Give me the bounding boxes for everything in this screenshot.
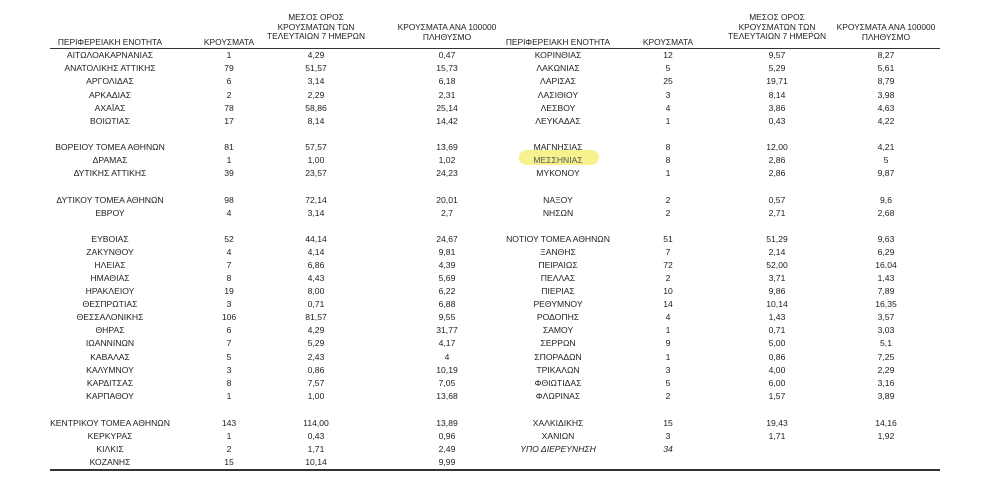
left-cell-avg: 7,57 <box>307 378 325 388</box>
left-cell-per100k: 9,81 <box>438 247 456 257</box>
right-cell-per100k: 7,89 <box>877 286 895 296</box>
right-header-per100k <box>837 23 936 42</box>
left-cell-per100k: 13,69 <box>436 142 458 152</box>
right-cell-region: ΛΑΚΩΝΙΑΣ <box>536 63 580 73</box>
right-cell-avg: 4,00 <box>768 365 786 375</box>
right-cell-avg: 1,43 <box>768 312 786 322</box>
right-cell-per100k: 7,25 <box>877 352 895 362</box>
left-cell-cases: 8 <box>226 273 232 283</box>
right-cell-per100k: 8,27 <box>877 50 895 60</box>
left-cell-avg: 4,29 <box>307 325 325 335</box>
left-header-per100k <box>398 23 497 42</box>
bottom-rule <box>50 469 940 471</box>
left-cell-region: ΔΥΤΙΚΟΥ ΤΟΜΕΑ ΑΘΗΝΩΝ <box>56 195 164 205</box>
left-cell-region: ΚΑΒΑΛΑΣ <box>90 352 130 362</box>
right-cell-per100k: 6,29 <box>877 247 895 257</box>
right-cell-cases: 2 <box>665 391 671 401</box>
right-cell-region: ΥΠΟ ΔΙΕΡΕΥΝΗΣΗ <box>520 444 596 454</box>
right-cell-avg: 2,14 <box>768 247 786 257</box>
right-header-avg-line1: ΜΕΣΟΣ ΟΡΟΣ <box>749 12 805 22</box>
left-cell-region: ΘΕΣΠΡΩΤΙΑΣ <box>82 299 138 309</box>
left-cell-cases: 1 <box>226 155 232 165</box>
left-cell-region: ΑΙΤΩΛΟΑΚΑΡΝΑΝΙΑΣ <box>66 50 154 60</box>
right-cell-region: ΣΕΡΡΩΝ <box>540 338 576 348</box>
right-cell-per100k: 2,68 <box>877 208 895 218</box>
right-cell-cases: 15 <box>663 418 673 428</box>
right-cell-cases: 2 <box>665 195 671 205</box>
left-cell-cases: 79 <box>224 63 234 73</box>
right-cell-avg: 5,29 <box>768 63 786 73</box>
right-cell-region: ΝΟΤΙΟΥ ΤΟΜΕΑ ΑΘΗΝΩΝ <box>506 234 610 244</box>
left-cell-per100k: 0,47 <box>438 50 456 60</box>
right-cell-region: ΛΕΣΒΟΥ <box>540 103 576 113</box>
right-cell-avg: 9,57 <box>768 50 786 60</box>
left-cell-per100k: 6,88 <box>438 299 456 309</box>
right-cell-region: ΤΡΙΚΑΛΩΝ <box>536 365 580 375</box>
left-cell-cases: 39 <box>224 168 234 178</box>
left-cell-cases: 7 <box>226 338 232 348</box>
right-cell-cases: 7 <box>665 247 671 257</box>
right-cell-avg: 0,86 <box>768 352 786 362</box>
right-cell-cases: 4 <box>665 312 671 322</box>
left-cell-avg: 0,71 <box>307 299 325 309</box>
left-cell-region: ΚΟΖΑΝΗΣ <box>89 457 131 467</box>
left-cell-avg: 2,29 <box>307 90 325 100</box>
right-cell-per100k: 3,57 <box>877 312 895 322</box>
left-cell-avg: 4,29 <box>307 50 325 60</box>
left-cell-avg: 72,14 <box>305 195 327 205</box>
right-cell-cases: 25 <box>663 76 673 86</box>
right-cell-region: ΚΟΡΙΝΘΙΑΣ <box>534 50 582 60</box>
right-cell-avg: 2,86 <box>768 168 786 178</box>
left-cell-region: ΘΕΣΣΑΛΟΝΙΚΗΣ <box>76 312 144 322</box>
right-cell-avg: 6,00 <box>768 378 786 388</box>
left-cell-region: ΚΑΡΔΙΤΣΑΣ <box>86 378 134 388</box>
left-cell-per100k: 13,89 <box>436 418 458 428</box>
left-cell-region: ΔΡΑΜΑΣ <box>92 155 128 165</box>
right-cell-cases: 3 <box>665 431 671 441</box>
right-cell-per100k: 4,21 <box>877 142 895 152</box>
right-cell-cases: 4 <box>665 103 671 113</box>
left-cell-avg: 57,57 <box>305 142 327 152</box>
left-cell-region: ΘΗΡΑΣ <box>95 325 125 335</box>
right-cell-avg: 9,86 <box>768 286 786 296</box>
right-cell-per100k: 4,63 <box>877 103 895 113</box>
right-cell-region: ΛΕΥΚΑΔΑΣ <box>535 116 581 126</box>
left-cell-cases: 15 <box>224 457 234 467</box>
right-cell-region: ΦΛΩΡΙΝΑΣ <box>535 391 581 401</box>
right-cell-region: ΣΠΟΡΑΔΩΝ <box>534 352 582 362</box>
right-cell-avg: 51,29 <box>766 234 788 244</box>
right-cell-cases: 3 <box>665 90 671 100</box>
right-cell-avg: 3,71 <box>768 273 786 283</box>
right-cell-cases: 1 <box>665 168 671 178</box>
left-cell-region: ΚΑΡΠΑΘΟΥ <box>86 391 134 401</box>
left-cell-per100k: 2,7 <box>441 208 453 218</box>
left-cell-region: ΑΡΚΑΔΙΑΣ <box>88 90 132 100</box>
left-cell-per100k: 15,73 <box>436 63 458 73</box>
right-cell-avg: 1,71 <box>768 431 786 441</box>
left-header-avg-line2: ΚΡΟΥΣΜΑΤΩΝ ΤΩΝ <box>277 21 355 32</box>
right-cell-avg: 52,00 <box>766 260 788 270</box>
left-cell-region: ΚΕΝΤΡΙΚΟΥ ΤΟΜΕΑ ΑΘΗΝΩΝ <box>50 418 170 428</box>
right-cell-avg: 10,14 <box>766 299 788 309</box>
right-cell-avg: 2,86 <box>768 155 786 165</box>
left-cell-region: ΚΙΛΚΙΣ <box>96 444 124 454</box>
right-cell-cases: 1 <box>665 352 671 362</box>
left-header-per100k-line1: ΚΡΟΥΣΜΑΤΑ ΑΝΑ 100000 <box>397 22 497 32</box>
left-cell-per100k: 4,17 <box>438 338 456 348</box>
left-cell-per100k: 24,67 <box>436 234 458 244</box>
left-cell-avg: 0,43 <box>307 431 325 441</box>
right-cell-per100k: 16,35 <box>875 299 897 309</box>
left-cell-per100k: 10,19 <box>436 365 458 375</box>
right-cell-region: ΡΕΘΥΜΝΟΥ <box>533 299 583 309</box>
right-cell-avg: 0,43 <box>768 116 786 126</box>
left-cell-per100k: 2,31 <box>438 90 456 100</box>
left-cell-avg: 51,57 <box>305 63 327 73</box>
right-cell-per100k: 5 <box>883 155 889 165</box>
left-cell-per100k: 14,42 <box>436 116 458 126</box>
left-cell-region: ΑΡΓΟΛΙΔΑΣ <box>86 76 134 86</box>
left-cell-cases: 19 <box>224 286 234 296</box>
right-cell-avg: 0,57 <box>768 195 786 205</box>
right-cell-region: ΜΑΓΝΗΣΙΑΣ <box>533 142 583 152</box>
right-cell-cases: 72 <box>663 260 673 270</box>
left-cell-avg: 58,86 <box>305 103 327 113</box>
left-cell-avg: 8,14 <box>307 116 325 126</box>
right-header-region: ΠΕΡΙΦΕΡΕΙΑΚΗ ΕΝΟΤΗΤΑ <box>505 37 611 47</box>
left-cell-cases: 1 <box>226 391 232 401</box>
left-cell-avg: 2,43 <box>307 352 325 362</box>
left-cell-region: ΗΜΑΘΙΑΣ <box>90 273 130 283</box>
left-cell-avg: 4,14 <box>307 247 325 257</box>
left-cell-per100k: 6,22 <box>438 286 456 296</box>
left-cell-cases: 52 <box>224 234 234 244</box>
left-cell-avg: 1,00 <box>307 155 325 165</box>
left-cell-cases: 78 <box>224 103 234 113</box>
left-cell-cases: 98 <box>224 195 234 205</box>
left-cell-avg: 5,29 <box>307 338 325 348</box>
right-cell-avg: 1,57 <box>768 391 786 401</box>
left-cell-per100k: 9,99 <box>438 457 456 467</box>
right-header-per100k-line2: ΠΛΗΘΥΣΜΟ <box>861 31 911 42</box>
right-header-avg-line3: ΤΕΛΕΥΤΑΙΩΝ 7 ΗΜΕΡΩΝ <box>727 31 827 42</box>
left-cell-avg: 23,57 <box>305 168 327 178</box>
right-cell-cases: 34 <box>663 444 673 454</box>
right-cell-cases: 12 <box>663 50 673 60</box>
right-cell-region: ΧΑΛΚΙΔΙΚΗΣ <box>532 418 584 428</box>
right-cell-region: ΜΥΚΟΝΟΥ <box>536 168 580 178</box>
left-cell-region: ΔΥΤΙΚΗΣ ΑΤΤΙΚΗΣ <box>73 168 147 178</box>
left-cell-avg: 44,14 <box>305 234 327 244</box>
left-cell-cases: 6 <box>226 325 232 335</box>
left-cell-cases: 8 <box>226 378 232 388</box>
left-cell-cases: 17 <box>224 116 234 126</box>
left-cell-cases: 1 <box>226 431 232 441</box>
left-header-per100k-line2: ΠΛΗΘΥΣΜΟ <box>422 31 472 42</box>
right-cell-region: ΜΕΣΣΗΝΙΑΣ <box>533 155 583 165</box>
left-cell-cases: 143 <box>221 418 237 428</box>
right-cell-region: ΠΙΕΡΙΑΣ <box>541 286 575 296</box>
right-cell-per100k: 4,22 <box>877 116 895 126</box>
left-cell-cases: 7 <box>226 260 232 270</box>
left-cell-cases: 106 <box>221 312 237 322</box>
left-cell-region: ΕΒΡΟΥ <box>95 208 125 218</box>
left-cell-per100k: 7,05 <box>438 378 456 388</box>
left-cell-per100k: 1,02 <box>438 155 456 165</box>
right-cell-avg: 3,86 <box>768 103 786 113</box>
right-header-cases: ΚΡΟΥΣΜΑΤΑ <box>642 37 694 47</box>
left-cell-per100k: 9,55 <box>438 312 456 322</box>
right-cell-region: ΛΑΡΙΣΑΣ <box>540 76 576 86</box>
right-cell-per100k: 3,98 <box>877 90 895 100</box>
right-cell-region: ΦΘΙΩΤΙΔΑΣ <box>534 378 582 388</box>
left-cell-avg: 10,14 <box>305 457 327 467</box>
right-cell-cases: 5 <box>665 63 671 73</box>
right-cell-avg: 12,00 <box>766 142 788 152</box>
right-cell-per100k: 8,79 <box>877 76 895 86</box>
right-cell-cases: 1 <box>665 325 671 335</box>
right-cell-cases: 1 <box>665 116 671 126</box>
right-header-per100k-line1: ΚΡΟΥΣΜΑΤΑ ΑΝΑ 100000 <box>836 22 936 32</box>
left-cell-region: ΗΛΕΙΑΣ <box>94 260 126 270</box>
right-cell-cases: 5 <box>665 378 671 388</box>
right-cell-avg: 19,43 <box>766 418 788 428</box>
left-cell-per100k: 4 <box>444 352 450 362</box>
left-cell-avg: 81,57 <box>305 312 327 322</box>
right-cell-cases: 2 <box>665 273 671 283</box>
left-cell-region: ΒΟΙΩΤΙΑΣ <box>90 116 130 126</box>
right-cell-cases: 3 <box>665 365 671 375</box>
left-cell-cases: 1 <box>226 50 232 60</box>
left-cell-per100k: 5,69 <box>438 273 456 283</box>
left-cell-cases: 5 <box>226 352 232 362</box>
left-cell-avg: 3,14 <box>307 76 325 86</box>
left-cell-region: ΑΝΑΤΟΛΙΚΗΣ ΑΤΤΙΚΗΣ <box>64 63 156 73</box>
right-cell-per100k: 5,61 <box>877 63 895 73</box>
left-cell-region: ΙΩΑΝΝΙΝΩΝ <box>85 338 135 348</box>
right-cell-per100k: 9,6 <box>880 195 892 205</box>
left-cell-avg: 4,43 <box>307 273 325 283</box>
left-cell-cases: 3 <box>226 299 232 309</box>
right-cell-avg: 0,71 <box>768 325 786 335</box>
left-cell-cases: 4 <box>226 208 232 218</box>
right-cell-cases: 10 <box>663 286 673 296</box>
right-cell-avg: 5,00 <box>768 338 786 348</box>
right-header-avg <box>728 13 826 42</box>
left-cell-per100k: 0,96 <box>438 431 456 441</box>
left-cell-region: ΑΧΑΪΑΣ <box>94 103 126 113</box>
right-cell-per100k: 3,16 <box>877 378 895 388</box>
left-cell-cases: 2 <box>226 90 232 100</box>
left-cell-avg: 8,00 <box>307 286 325 296</box>
right-cell-cases: 51 <box>663 234 673 244</box>
right-cell-region: ΠΕΙΡΑΙΩΣ <box>538 260 578 270</box>
right-cell-per100k: 1,92 <box>877 431 895 441</box>
left-cell-region: ΗΡΑΚΛΕΙΟΥ <box>85 286 135 296</box>
left-header-avg-line3: ΤΕΛΕΥΤΑΙΩΝ 7 ΗΜΕΡΩΝ <box>266 31 366 42</box>
left-cell-per100k: 13,68 <box>436 391 458 401</box>
left-cell-cases: 2 <box>226 444 232 454</box>
right-cell-region: ΠΕΛΛΑΣ <box>540 273 576 283</box>
left-cell-avg: 0,86 <box>307 365 325 375</box>
left-cell-avg: 114,00 <box>303 418 329 428</box>
left-cell-avg: 1,71 <box>307 444 325 454</box>
left-cell-avg: 3,14 <box>307 208 325 218</box>
right-cell-per100k: 9,87 <box>877 168 895 178</box>
right-cell-region: ΞΑΝΘΗΣ <box>540 247 576 257</box>
right-cell-region: ΣΑΜΟΥ <box>542 325 574 335</box>
right-cell-per100k: 16,04 <box>875 260 897 270</box>
right-cell-cases: 2 <box>665 208 671 218</box>
left-cell-per100k: 25,14 <box>436 103 458 113</box>
left-cell-avg: 1,00 <box>307 391 325 401</box>
right-header-avg-line2: ΚΡΟΥΣΜΑΤΩΝ ΤΩΝ <box>738 21 816 32</box>
left-header-cases: ΚΡΟΥΣΜΑΤΑ <box>203 37 255 47</box>
right-cell-per100k: 9,63 <box>877 234 895 244</box>
header-rule <box>50 48 940 49</box>
right-cell-per100k: 5,1 <box>880 338 892 348</box>
left-header-avg <box>267 13 365 42</box>
left-header-avg-line1: ΜΕΣΟΣ ΟΡΟΣ <box>288 12 344 22</box>
right-cell-cases: 8 <box>665 142 671 152</box>
right-cell-cases: 9 <box>665 338 671 348</box>
right-cell-avg: 19,71 <box>766 76 788 86</box>
left-cell-per100k: 31,77 <box>436 325 458 335</box>
right-cell-avg: 8,14 <box>768 90 786 100</box>
left-cell-per100k: 24,23 <box>436 168 458 178</box>
right-cell-region: ΝΑΞΟΥ <box>543 195 573 205</box>
left-cell-region: ΒΟΡΕΙΟΥ ΤΟΜΕΑ ΑΘΗΝΩΝ <box>55 142 165 152</box>
left-cell-cases: 3 <box>226 365 232 375</box>
left-cell-cases: 6 <box>226 76 232 86</box>
right-cell-per100k: 3,89 <box>877 391 895 401</box>
left-cell-per100k: 20,01 <box>436 195 458 205</box>
left-cell-cases: 4 <box>226 247 232 257</box>
right-cell-region: ΝΗΣΩΝ <box>542 208 574 218</box>
right-cell-avg: 2,71 <box>768 208 786 218</box>
right-cell-cases: 8 <box>665 155 671 165</box>
right-cell-per100k: 1,43 <box>877 273 895 283</box>
left-header-region: ΠΕΡΙΦΕΡΕΙΑΚΗ ΕΝΟΤΗΤΑ <box>57 37 163 47</box>
left-cell-avg: 6,86 <box>307 260 325 270</box>
left-cell-region: ΕΥΒΟΙΑΣ <box>91 234 129 244</box>
left-cell-cases: 81 <box>224 142 234 152</box>
left-cell-per100k: 6,18 <box>438 76 456 86</box>
right-cell-per100k: 2,29 <box>877 365 895 375</box>
left-cell-per100k: 4,39 <box>438 260 456 270</box>
right-cell-per100k: 3,03 <box>877 325 895 335</box>
right-cell-region: ΛΑΣΙΘΙΟΥ <box>537 90 579 100</box>
left-cell-region: ΖΑΚΥΝΘΟΥ <box>86 247 134 257</box>
right-cell-cases: 14 <box>663 299 673 309</box>
left-cell-region: ΚΑΛΥΜΝΟΥ <box>86 365 134 375</box>
right-cell-region: ΡΟΔΟΠΗΣ <box>536 312 580 322</box>
right-cell-per100k: 14,16 <box>875 418 897 428</box>
left-cell-region: ΚΕΡΚΥΡΑΣ <box>87 431 133 441</box>
right-cell-region: ΧΑΝΙΩΝ <box>541 431 575 441</box>
left-cell-per100k: 2,49 <box>438 444 456 454</box>
